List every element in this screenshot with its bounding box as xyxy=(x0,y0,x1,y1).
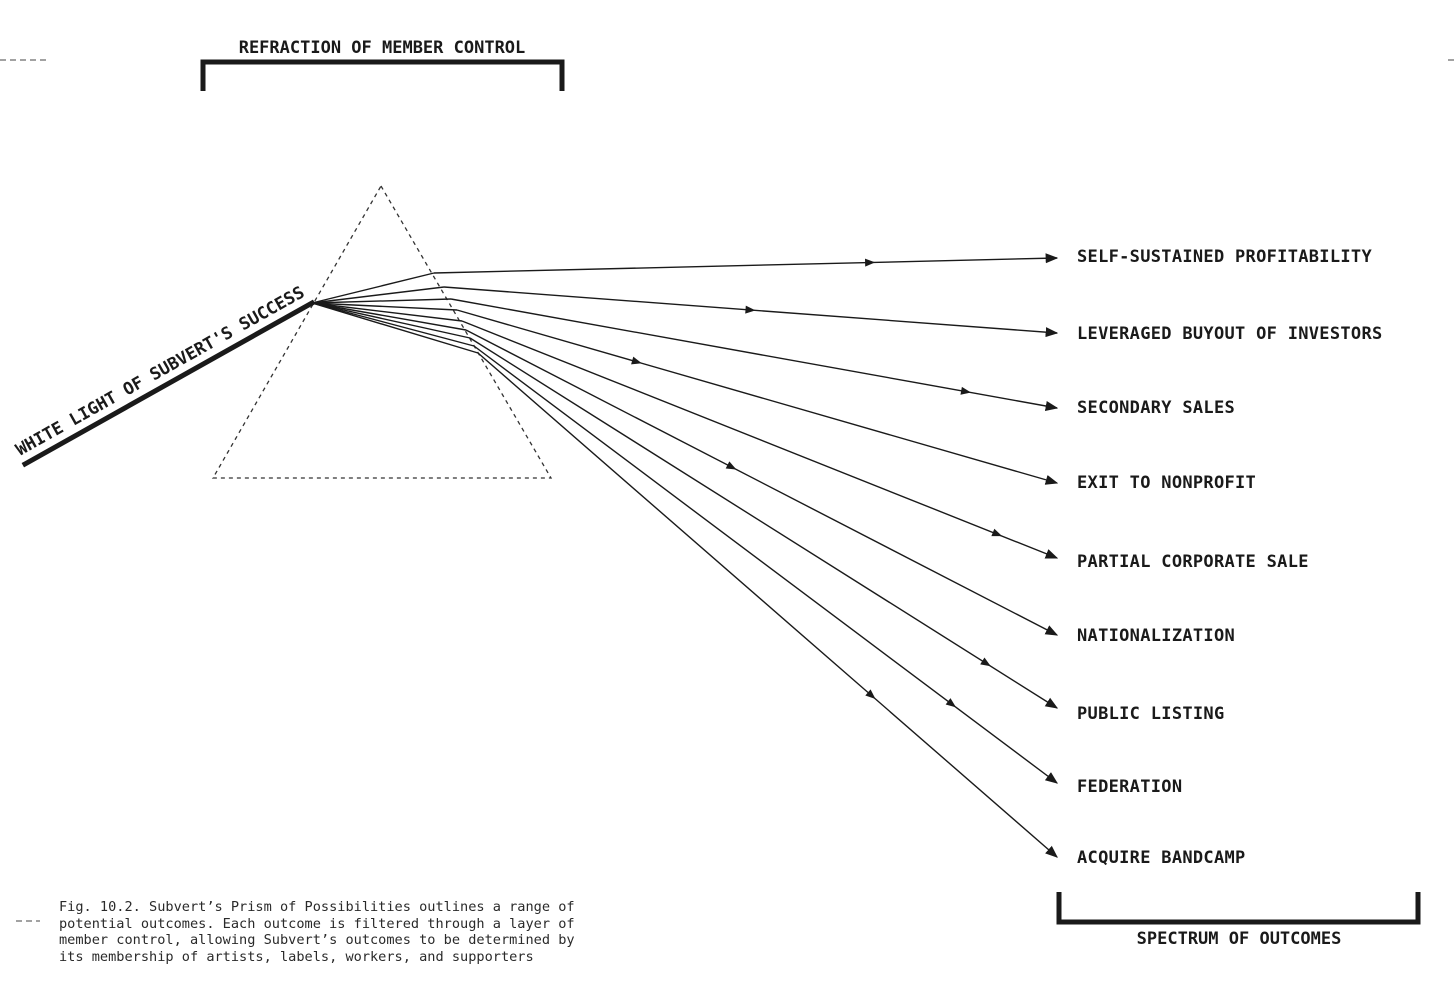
refracted-rays xyxy=(312,258,1057,857)
ray-direction-arrow xyxy=(631,357,643,367)
white-light-beam xyxy=(25,303,312,464)
outcome-label: SELF-SUSTAINED PROFITABILITY xyxy=(1077,247,1372,267)
outcome-label: EXIT TO NONPROFIT xyxy=(1077,473,1257,493)
outcome-ray xyxy=(434,258,1057,273)
outcome-ray xyxy=(462,321,1057,558)
outcome-labels xyxy=(1077,247,1383,868)
ray-inside-prism xyxy=(312,303,470,338)
outcome-label: PUBLIC LISTING xyxy=(1077,704,1225,724)
ray-direction-arrow xyxy=(865,258,875,266)
outcome-ray xyxy=(474,346,1057,783)
figure-caption: Fig. 10.2. Subvert’s Prism of Possibilities outlines a range of potential outcomes. Each outcome is filtered through a layer of member control, allowing Subvert’s outcomes to be determined by its membership of artists, labels, workers, and supporters xyxy=(59,899,575,965)
outcome-label: FEDERATION xyxy=(1077,777,1183,797)
white-light-label: WHITE LIGHT OF SUBVERT'S SUCCESS xyxy=(12,282,309,461)
outcome-ray xyxy=(478,353,1057,857)
ray-direction-arrow xyxy=(946,698,959,710)
refraction-bracket xyxy=(203,38,562,91)
outcome-ray xyxy=(466,330,1057,635)
ray-inside-prism xyxy=(312,303,462,321)
outcome-label: PARTIAL CORPORATE SALE xyxy=(1077,552,1309,572)
spectrum-bracket-label: SPECTRUM OF OUTCOMES xyxy=(1136,929,1342,949)
ray-direction-arrow xyxy=(991,529,1003,540)
outcome-label: ACQUIRE BANDCAMP xyxy=(1077,848,1246,868)
outcome-label: SECONDARY SALES xyxy=(1077,398,1236,418)
outcome-label: NATIONALIZATION xyxy=(1077,626,1236,646)
outcome-label: LEVERAGED BUYOUT OF INVESTORS xyxy=(1077,324,1383,344)
refraction-bracket-label: REFRACTION OF MEMBER CONTROL xyxy=(238,38,526,58)
ray-inside-prism xyxy=(312,273,434,303)
ray-direction-arrow xyxy=(980,658,993,670)
ray-direction-arrow xyxy=(745,306,756,315)
spectrum-bracket xyxy=(1059,892,1418,949)
ray-direction-arrow xyxy=(726,461,739,473)
outcome-ray xyxy=(457,310,1057,483)
